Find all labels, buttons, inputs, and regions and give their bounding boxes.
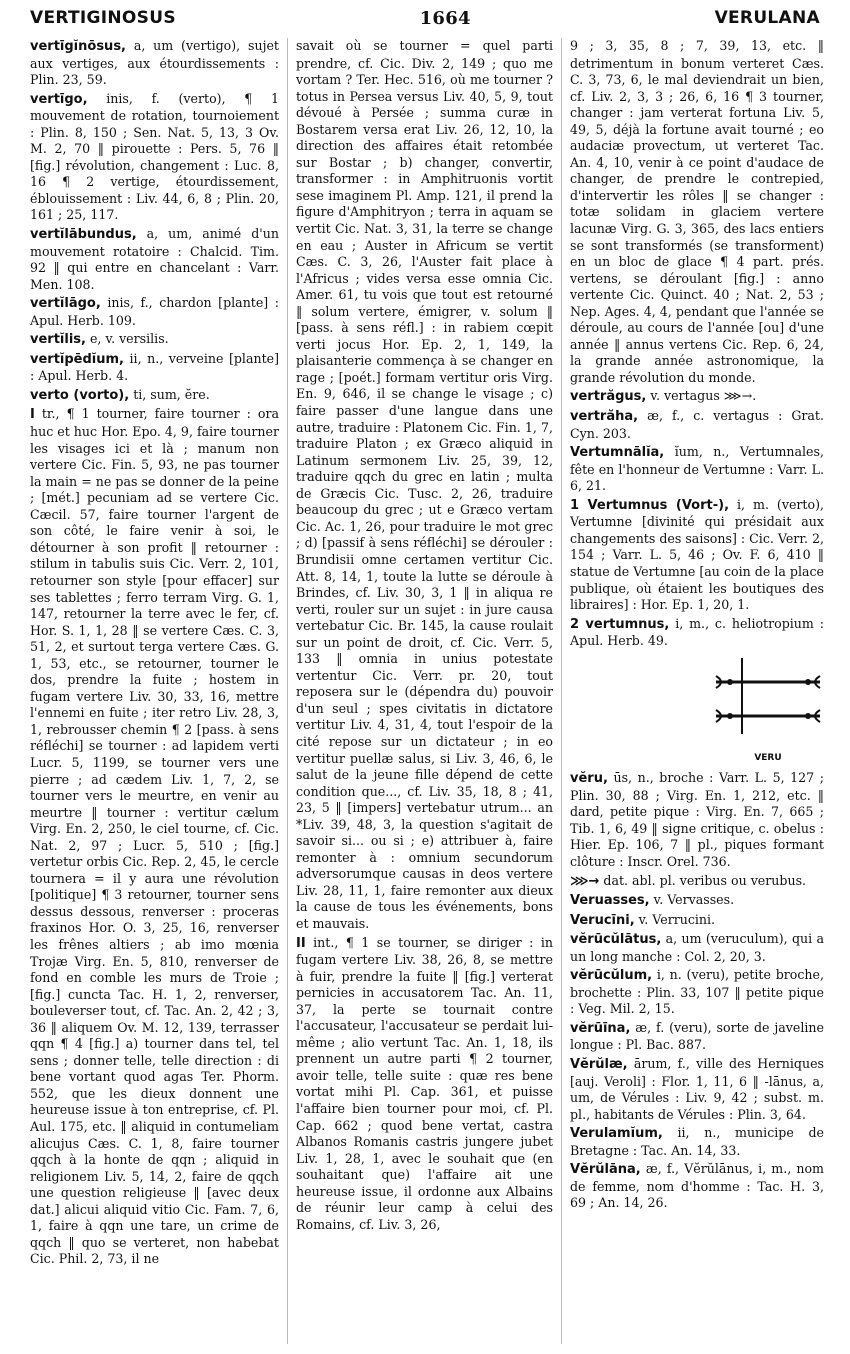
entry-continuation [296, 38, 553, 933]
headword: vertrăha, [570, 409, 639, 425]
entry [30, 331, 279, 349]
entry-text: ii, n., verveine [plante] : Apul. Herb. 4. [30, 350, 279, 384]
headword: vertīgĭnōsus, [30, 39, 126, 54]
entry-text: a, um, animé d'un mouvement rotatoire : Chalcid. Tim. 92 ‖ qui entre en chancelant : Varr. Men. 108. [30, 226, 279, 292]
entry [30, 38, 279, 89]
entry-text: æ, f., c. vertagus : Grat. Cyn. 203. [570, 408, 824, 441]
entry [570, 497, 824, 614]
headword: Vĕrŭlāna, [570, 1162, 641, 1178]
column-3 [562, 38, 824, 1344]
column-2 [288, 38, 562, 1344]
headword: vĕrūcŭlum, [570, 968, 653, 984]
entry-text: dat. abl. pl. veribus ou verubus. [603, 872, 807, 888]
headword: Verulamĭum, [570, 1126, 663, 1142]
entry-text: e, v. versilis. [89, 331, 169, 347]
entry [30, 226, 279, 293]
entry [570, 1056, 824, 1123]
entry-text: inis, f. (verto), ¶ 1 mouvement de rotation, tournoiement : Plin. 8, 150 ; Sen. Nat. 5, 13, 3 Ov. M. 2, 70 ‖ pirouette : Pers. 5, 76 ‖ [fig.] révolution, changement : Luc. 8, 16 ¶ 2 vertige, étourdissement, éblouissement : Liv. 44, 6, 8 ; Plin. 20, 161 ; 25, 117. [30, 90, 279, 223]
entry [30, 91, 279, 224]
entry [570, 408, 824, 442]
entry-text: v. Vervasses. [653, 892, 735, 908]
headword: Verucīni, [570, 912, 635, 928]
headword: vĕrūīna, [570, 1020, 631, 1036]
entry-text: a, um (veruculum), qui a un long manche : Col. 2, 20, 3. [570, 931, 824, 964]
headword: Vĕrŭlæ, [570, 1056, 628, 1072]
entry [296, 935, 553, 1234]
headword: vĕrūcŭlātus, [570, 932, 662, 948]
entry-text: v. Verrucini. [638, 911, 716, 927]
page-number: 1664 [419, 7, 471, 29]
entry-text: v. vertagus ⋙→. [650, 388, 757, 404]
entry [570, 1020, 824, 1054]
headword: vertrăgus, [570, 389, 647, 405]
running-head-right: VERULANA [714, 8, 820, 28]
entry-text: ārum, f., ville des Herniques [auj. Veroli] : Flor. 1, 11, 6 ‖ -lānus, a, um, de Vérules : Liv. 9, 42 ; subst. m. pl., habitants de Vérules : Plin. 3, 64. [570, 1055, 824, 1122]
entry-text: savait où se tourner = quel parti prendre, cf. Cic. Div. 2, 149 ; quo me vortam ? Ter. Hec. 516, où me tourner ? totus in Persea versus Liv. 40, 5, 9, tout dévoué à Persée ; summa curæ in Bostarem versa erat Liv. 26, 12, 10, la direction des affaires était retombée sur Bostar ; b) changer, convertir, transformer : in Amphitruonis vortit sese imaginem Pl. Amp. 121, il prend la figure d'Amphitryon ; terra in aquam se vertit Cic. Nat. 3, 31, la terre se change en eau ; Auster in Africum se vertit Cæs. C. 3, 26, l'Auster fait place à l'Africus ; vides versa esse omnia Cic. Amer. 61, tu vois que tout est retourné ‖ solum vertere, émigrer, v. solum ‖ [pass. à sens réfl.] : in rabiem cœpit verti jocus Hor. Ep. 2, 1, 149, la plaisanterie commença à se changer en rage ; [poét.] formam vertitur oris Virg. En. 9, 646, il se change le visage ; c) faire passer d'une langue dans une autre, traduire : Platonem Cic. Fin. 1, 7, traduire Platon ; ex Græco aliquid in Latinum sermonem Liv. 25, 39, 12, traduire qqch du grec en latin ; multa de Græcis Cic. Tusc. 2, 26, traduire beaucoup du grec ; ut e Græco vertam Cic. Ac. 1, 26, pour traduire le mot grec ; d) [passif à sens réfléchi] se dérouler : Brundisii omne certamen vertitur Cic. Att. 8, 14, 1, toute la lutte se déroule à Brindes, cf. Liv. 30, 3, 1 ‖ in aliqua re verti, rouler sur un sujet : in jure causa vertebatur Cic. Br. 145, la cause roulait sur un point de droit, cf. Cic. Verr. 5, 133 ‖ omnia in unius potestate vertentur Cic. Verr. pr. 20, tout reposera sur le (dépendra du) pouvoir d'un seul ; spes civitatis in dictatore vertitur Liv. 4, 31, 4, tout l'espoir de la cité repose sur un dictateur ; in eo vertitur puellæ salus, si Liv. 3, 46, 6, le salut de la jeune fille dépend de cette condition que..., cf. Liv. 35, 18, 8 ; 41, 23, 5 ‖ [impers] vertebatur utrum... an *Liv. 39, 48, 3, la question s'agitait de savoir si... ou si ; e) attribuer à, faire remonter à : omnium secundorum adversorumque causas in deos vertere Liv. 28, 11, 1, faire remonter aux dieux la cause de tous les événements, bons et mauvais. [296, 38, 553, 931]
entry [570, 444, 824, 495]
headword: vertĭlāgo, [30, 296, 101, 312]
headword: vertīgo, [30, 91, 88, 107]
headword: 1 Vertumnus (Vort-), [570, 497, 730, 513]
entry [570, 616, 824, 650]
section-numeral: I [30, 407, 35, 423]
entry-text: ti, sum, ĕre. [133, 386, 210, 402]
arrow-marker: ⋙→ [570, 873, 600, 889]
headword: verto (vorto), [30, 387, 130, 403]
headword: vĕru, [570, 771, 608, 787]
entry [570, 388, 824, 406]
entry [30, 387, 279, 405]
figure-caption: VERU [754, 752, 782, 763]
entry-text: ūs, n., broche : Varr. L. 5, 127 ; Plin. 30, 88 ; Virg. En. 1, 212, etc. ‖ dard, petite pique : Virg. En. 7, 665 ; Tib. 1, 6, 49 ‖ signe critique, c. obelus : Hier. Ep. 106, 7 ‖ pl., piques formant clôture : Inscr. Orel. 736. [570, 770, 824, 869]
entry-continuation [570, 38, 824, 386]
headword: 2 vertumnus, [570, 616, 670, 632]
entry [570, 912, 824, 930]
entry [570, 967, 824, 1018]
headword: vertĭlābundus, [30, 227, 137, 243]
entry-text: inis, f., chardon [plante] : Apul. Herb. 109. [30, 295, 279, 328]
entry-text: i, m. (verto), Vertumne [divinité qui présidait aux changements des saisons] : Cic. Verr. 2, 154 ; Varr. L. 5, 46 ; Ov. F. 6, 410 ‖ statue de Vertumne [au coin de la place publique, où étaient les boutiques des libraires] : Hor. Ep. 1, 20, 1. [570, 496, 824, 613]
headword: Vertumnālĭa, [570, 445, 665, 461]
page-header [30, 4, 820, 32]
entry-text: i, m., c. heliotropium : Apul. Herb. 49. [570, 615, 824, 649]
dictionary-columns [30, 38, 824, 1344]
entry [570, 931, 824, 965]
entry-text: int., ¶ 1 se tourner, se diriger : in fugam vertere Liv. 38, 26, 8, se mettre à fuir, prendre la fuite ‖ [fig.] verterat pernicies in accusatorem Tac. An. 11, 37, la perte se tournait contre l'accusateur, l'accusateur se perdait lui-même ; alio vertunt Tac. An. 1, 18, ils prennent un autre parti ¶ 2 tourner, avoir telle, telle suite : quæ res bene vortat mihi Pl. Cap. 361, et puisse l'affaire bien tourner pour moi, cf. Pl. Cap. 662 ; quod bene vertat, castra Albanos Romanis castris jungere jubet Liv. 1, 28, 1, avec le souhait que (en souhaitant que) l'affaire ait une heureuse issue, il ordonne aux Albains de réunir leur camp à celui des Romains, cf. Liv. 3, 26, [296, 934, 553, 1232]
headword: vertĭpēdĭum, [30, 351, 124, 367]
column-1 [30, 38, 288, 1344]
entry-text: æ, f. (veru), sorte de javeline longue : Pl. Bac. 887. [570, 1019, 824, 1053]
section-numeral: II [296, 935, 306, 951]
veru-figure [570, 654, 824, 767]
entry [570, 892, 824, 910]
entry [570, 770, 824, 870]
entry-text: i, n. (veru), petite broche, brochette : Plin. 33, 107 ‖ petite pique : Veg. Mil. 2, 15. [570, 967, 824, 1017]
entry [570, 1161, 824, 1212]
entry [30, 295, 279, 329]
veru-spit-illustration [712, 654, 824, 750]
entry-text: ĭum, n., Vertumnales, fête en l'honneur de Vertumne : Varr. L. 6, 21. [570, 444, 824, 494]
entry-text: æ, f., Vĕrŭlānus, i, m., nom de femme, nom d'homme : Tac. H. 3, 69 ; An. 14, 26. [570, 1161, 824, 1211]
entry-text: 9 ; 3, 35, 8 ; 7, 39, 13, etc. ‖ detrimentum in bonum verteret Cæs. C. 3, 73, 6, le mal deviendrait un bien, cf. Liv. 2, 3, 3 ; 26, 6, 16 ¶ 3 tourner, changer : jam verterat fortuna Liv. 5, 49, 5, déjà la fortune avait tourné ; eo audaciæ provectum, ut verteret Tac. An. 4, 10, venir à ce point d'audace de changer, de prendre le contrepied, d'intervertir les rôles ‖ se changer : totæ solidam in glaciem vertere lacunæ Virg. G. 3, 365, des lacs entiers se sont transformés (se transforment) en un bloc de glace ¶ 4 part. prés. vertens, se déroulant [fig.] : anno vertente Cic. Quinct. 40 ; Nat. 2, 53 ; Nep. Ages. 4, 4, pendant que l'année se déroule, au cours de l'année [ou] d'une année ‖ annus vertens Cic. Rep. 6, 24, la grande année astronomique, la grande révolution du monde. [570, 38, 824, 385]
entry [30, 351, 279, 385]
headword: vertĭlis, [30, 332, 86, 348]
entry [570, 873, 824, 891]
entry-text: a, um (vertigo), sujet aux vertiges, aux étourdissements : Plin. 23, 59. [30, 38, 279, 88]
entry-text: ii, n., municipe de Bretagne : Tac. An. 14, 33. [570, 1125, 824, 1158]
running-head-left: VERTIGINOSUS [30, 8, 176, 28]
headword: Veruasses, [570, 893, 650, 909]
entry [570, 1125, 824, 1159]
entry-text: tr., ¶ 1 tourner, faire tourner : ora huc et huc Hor. Epo. 4, 9, faire tourner les visages ici et là ; manum non vertere Cic. Fin. 5, 93, ne pas tourner la main = ne pas se donner de la peine ; [mét.] pecuniam ad se vertere Cic. Cæcil. 57, faire tourner l'argent de son côté, le faire venir à soi, le détourner à son profit ‖ retourner : stilum in tabulis suis Cic. Verr. 2, 101, retourner son style [pour effacer] sur ses tablettes ; ferro terram Virg. G. 1, 147, retourner la terre avec le fer, cf. Hor. S. 1, 1, 28 ‖ se vertere Cæs. C. 3, 51, 2, et surtout terga vertere Cæs. G. 1, 53, etc., se retourner, tourner le dos, prendre la fuite ; hostem in fugam vertere Liv. 30, 33, 16, mettre l'ennemi en fuite ; iter retro Liv. 28, 3, 1, rebrousser chemin ¶ 2 [pass. à sens réfléchi] se tourner : ad lapidem verti Lucr. 5, 1199, se tourner vers une pierre ; ad cædem Liv. 1, 7, 2, se tourner vers le meurtre, en venir au meurtre ‖ tourner : vertitur cælum Virg. En. 2, 250, le ciel tourne, cf. Cic. Nat. 2, 97 ; Lucr. 5, 510 ; [fig.] vertetur orbis Cic. Rep. 2, 45, le cercle tournera = il y aura une révolution [politique] ¶ 3 retourner, tourner sens dessus dessous, renverser : proceras fraxinos Hor. O. 3, 25, 16, renverser les frênes altiers ; ab imo mœnia Trojæ Virg. En. 5, 810, renverser de fond en comble les murs de Troie ; [fig.] cuncta Tac. H. 1, 2, renverser, bouleverser tout, cf. Tac. An. 2, 42 ; 3, 36 ‖ aliquem Ov. M. 12, 139, terrasser qqn ¶ 4 [fig.] a) tourner dans tel, tel sens ; donner telle, telle direction : di bene vortant quod agas Ter. Phorm. 552, que les dieux donnent une heureuse issue à ton entreprise, cf. Pl. Aul. 175, etc. ‖ aliquid in contumeliam alicujus Cæs. C. 1, 8, faire tourner qqch à la honte de qqn ; aliquid in religionem Liv. 5, 14, 2, faire de qqch une question religieuse ‖ [avec deux dat.] alicui aliquid vitio Cic. Fam. 7, 6, 1, faire à qqn une tare, un crime de qqch ‖ quo se verteret, non habebat Cic. Phil. 2, 73, il ne [30, 406, 279, 1267]
entry [30, 406, 279, 1267]
